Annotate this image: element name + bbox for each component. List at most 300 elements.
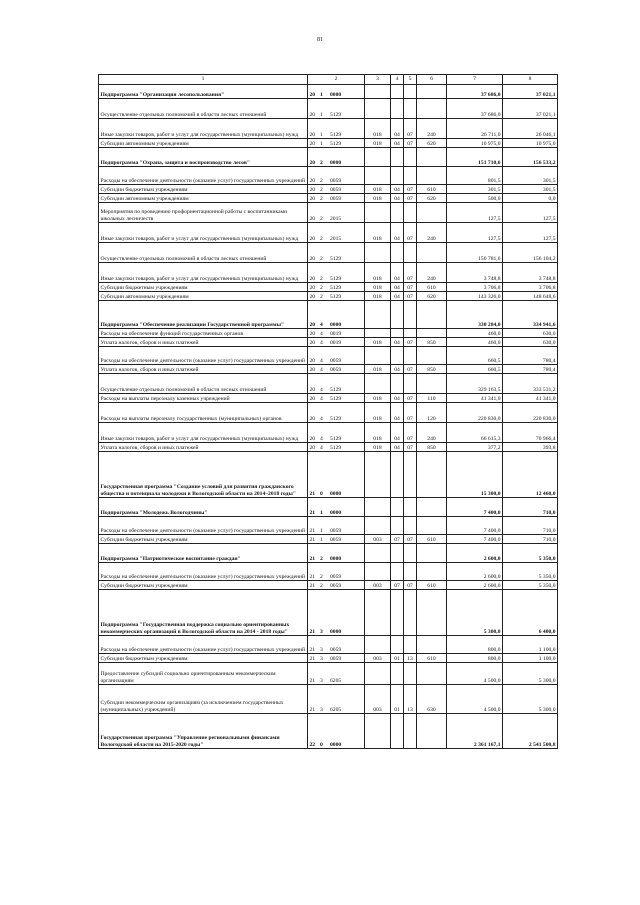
amount-year-1: 150 781,6	[447, 243, 503, 263]
row-name: Государственная программа "Управление региональными финансами Вологодской области на 2015-2020 годы"	[99, 714, 308, 749]
amount-year-1: 7 400,0	[447, 535, 503, 544]
section-code: 04	[391, 223, 404, 243]
header-col-7: 7	[447, 75, 503, 85]
ministry-code: 018	[365, 365, 391, 374]
expense-type-code	[417, 544, 447, 563]
expense-type-code	[417, 636, 447, 654]
header-col-4: 4	[391, 75, 404, 85]
direction-code: 0059	[329, 347, 365, 365]
expense-type-code: 630	[417, 685, 447, 714]
direction-code: 0059	[329, 167, 365, 185]
amount-year-1: 41 341,0	[447, 394, 503, 403]
table-row	[99, 581, 558, 590]
ministry-code: 018	[365, 283, 391, 292]
section-code: 04	[391, 292, 404, 301]
section-code	[391, 544, 404, 563]
ministry-code: 018	[365, 119, 391, 139]
row-name: Осуществление отдельных полномочий в области лесных отношений	[99, 243, 308, 263]
amount-year-2: 5 300,0	[503, 685, 558, 714]
program-code: 20	[308, 119, 319, 139]
section-code: 04	[391, 423, 404, 443]
ministry-code	[365, 452, 391, 498]
subprogram-code: 1	[319, 139, 329, 148]
row-name: Субсидии бюджетным учреждениям	[99, 654, 308, 663]
section-code: 04	[391, 263, 404, 283]
subprogram-code: 1	[319, 517, 329, 535]
expense-type-code	[417, 301, 447, 329]
row-name: Субсидии автономным учреждениям	[99, 292, 308, 301]
amount-year-2: 1 100,0	[503, 636, 558, 654]
program-code: 21	[308, 544, 319, 563]
ministry-code	[365, 329, 391, 338]
subsection-code	[404, 85, 417, 99]
subsection-code	[404, 498, 417, 517]
subsection-code: 07	[404, 223, 417, 243]
section-code	[391, 498, 404, 517]
amount-year-2: 3 748,8	[503, 263, 558, 283]
program-code: 20	[308, 365, 319, 374]
section-code	[391, 563, 404, 581]
direction-code: 0000	[329, 714, 365, 749]
amount-year-2: 127,5	[503, 203, 558, 223]
expense-type-code: 620	[417, 139, 447, 148]
subprogram-code: 3	[319, 663, 329, 685]
amount-year-2: 37 021,1	[503, 99, 558, 119]
subsection-code: 07	[404, 185, 417, 194]
amount-year-2: 5 300,0	[503, 663, 558, 685]
subsection-code: 07	[404, 365, 417, 374]
amount-year-2: 333 531,2	[503, 374, 558, 394]
amount-year-2: 0,0	[503, 194, 558, 203]
subprogram-code: 2	[319, 243, 329, 263]
row-name: Расходы на выплаты персоналу казенных учреждений	[99, 394, 308, 403]
program-code: 21	[308, 663, 319, 685]
direction-code: 0059	[329, 535, 365, 544]
table-header-row	[99, 75, 558, 85]
subprogram-code: 3	[319, 654, 329, 663]
ministry-code	[365, 347, 391, 365]
ministry-code: 018	[365, 338, 391, 347]
row-name: Подпрограмма "Государственная поддержка социально ориентированных некоммерческих организаций в Вологодской области на 2014 - 2018 годы"	[99, 590, 308, 636]
row-name: Субсидии автономным учреждениям	[99, 139, 308, 148]
program-code: 20	[308, 243, 319, 263]
amount-year-2: 1 100,0	[503, 654, 558, 663]
direction-code: 0059	[329, 563, 365, 581]
ministry-code	[365, 167, 391, 185]
section-code	[391, 99, 404, 119]
row-name: Уплата налогов, сборов и иных платежей	[99, 365, 308, 374]
amount-year-1: 377,2	[447, 443, 503, 452]
section-code	[391, 517, 404, 535]
ministry-code	[365, 243, 391, 263]
amount-year-1: 460,0	[447, 329, 503, 338]
ministry-code	[365, 374, 391, 394]
expense-type-code	[417, 452, 447, 498]
amount-year-1: 7 400,0	[447, 517, 503, 535]
subprogram-code: 1	[319, 119, 329, 139]
subprogram-code: 2	[319, 263, 329, 283]
program-code: 20	[308, 223, 319, 243]
table-row	[99, 535, 558, 544]
expense-type-code: 610	[417, 185, 447, 194]
table-row	[99, 423, 558, 443]
subsection-code	[404, 544, 417, 563]
header-col-5: 5	[404, 75, 417, 85]
direction-code: 0000	[329, 498, 365, 517]
subsection-code	[404, 563, 417, 581]
expense-type-code: 610	[417, 283, 447, 292]
row-name: Мероприятия по проведению профориентационной работы с воспитанниками школьных лесничеств	[99, 203, 308, 223]
amount-year-2: 780,4	[503, 347, 558, 365]
program-code: 21	[308, 563, 319, 581]
section-code	[391, 714, 404, 749]
section-code: 04	[391, 338, 404, 347]
direction-code: 0000	[329, 544, 365, 563]
subsection-code: 07	[404, 263, 417, 283]
amount-year-2: 156 533,2	[503, 148, 558, 167]
subsection-code: 07	[404, 581, 417, 590]
table-row	[99, 590, 558, 636]
section-code: 04	[391, 403, 404, 423]
expense-type-code: 620	[417, 194, 447, 203]
row-name: Подпрограмма "Патриотическое воспитание граждан"	[99, 544, 308, 563]
amount-year-1: 2 361 167,1	[447, 714, 503, 749]
subprogram-code: 0	[319, 714, 329, 749]
table-row	[99, 203, 558, 223]
row-name: Расходы на обеспечение деятельности (оказание услуг) государственных учреждений	[99, 517, 308, 535]
expense-type-code	[417, 374, 447, 394]
expense-type-code: 240	[417, 223, 447, 243]
row-name: Субсидии бюджетным учреждениям	[99, 581, 308, 590]
subsection-code	[404, 329, 417, 338]
row-name: Подпрограмма "Охрана, защита и воспроизводство лесов"	[99, 148, 308, 167]
table-row	[99, 685, 558, 714]
amount-year-1: 4 500,0	[447, 685, 503, 714]
table-row	[99, 194, 558, 203]
subprogram-code: 4	[319, 365, 329, 374]
subsection-code	[404, 347, 417, 365]
direction-code: 5129	[329, 403, 365, 423]
subsection-code	[404, 243, 417, 263]
amount-year-1: 143 326,0	[447, 292, 503, 301]
amount-year-1: 3 706,8	[447, 283, 503, 292]
expense-type-code	[417, 148, 447, 167]
program-code: 20	[308, 338, 319, 347]
amount-year-2: 334 941,6	[503, 301, 558, 329]
subsection-code	[404, 374, 417, 394]
amount-year-1: 37 686,0	[447, 99, 503, 119]
subprogram-code: 2	[319, 223, 329, 243]
expense-type-code	[417, 590, 447, 636]
row-name: Осуществление отдельных полномочий в области лесных отношений	[99, 99, 308, 119]
amount-year-2: 710,0	[503, 498, 558, 517]
program-code: 21	[308, 581, 319, 590]
amount-year-2: 41 341,0	[503, 394, 558, 403]
program-code: 20	[308, 194, 319, 203]
section-code: 01	[391, 685, 404, 714]
section-code: 04	[391, 394, 404, 403]
section-code: 04	[391, 119, 404, 139]
table-row	[99, 663, 558, 685]
section-code: 04	[391, 443, 404, 452]
row-name: Расходы на обеспечение деятельности (оказание услуг) государственных учреждений	[99, 347, 308, 365]
direction-code: 5129	[329, 243, 365, 263]
amount-year-1: 3 748,8	[447, 263, 503, 283]
direction-code: 2015	[329, 223, 365, 243]
ministry-code	[365, 148, 391, 167]
amount-year-1: 7 400,0	[447, 498, 503, 517]
subprogram-code: 4	[319, 394, 329, 403]
direction-code: 0059	[329, 194, 365, 203]
row-name: Иные закупки товаров, работ и услуг для государственных (муниципальных) нужд	[99, 223, 308, 243]
row-name: Расходы на выплаты персоналу государственных (муниципальных) органов	[99, 403, 308, 423]
ministry-code: 018	[365, 139, 391, 148]
direction-code: 0000	[329, 85, 365, 99]
direction-code: 0059	[329, 581, 365, 590]
subprogram-code: 2	[319, 581, 329, 590]
amount-year-1: 220 830,0	[447, 403, 503, 423]
expense-type-code	[417, 498, 447, 517]
expense-type-code: 850	[417, 338, 447, 347]
table-row	[99, 338, 558, 347]
direction-code: 0059	[329, 654, 365, 663]
table-row	[99, 394, 558, 403]
table-row	[99, 714, 558, 749]
section-code: 04	[391, 283, 404, 292]
amount-year-1: 330 284,0	[447, 301, 503, 329]
section-code	[391, 347, 404, 365]
table-row	[99, 365, 558, 374]
ministry-code	[365, 99, 391, 119]
header-col-8: 8	[503, 75, 558, 85]
program-code: 21	[308, 535, 319, 544]
table-row	[99, 139, 558, 148]
ministry-code: 003	[365, 581, 391, 590]
amount-year-2: 301,5	[503, 185, 558, 194]
section-code	[391, 590, 404, 636]
table-row	[99, 654, 558, 663]
subsection-code: 13	[404, 685, 417, 714]
row-name: Иные закупки товаров, работ и услуг для государственных (муниципальных) нужд	[99, 119, 308, 139]
program-code: 22	[308, 714, 319, 749]
section-code	[391, 167, 404, 185]
table-row	[99, 544, 558, 563]
subprogram-code: 4	[319, 443, 329, 452]
ministry-code	[365, 85, 391, 99]
subprogram-code: 4	[319, 338, 329, 347]
direction-code: 5129	[329, 423, 365, 443]
program-code: 20	[308, 292, 319, 301]
row-name: Уплата налогов, сборов и иных платежей	[99, 443, 308, 452]
amount-year-1: 66 615,3	[447, 423, 503, 443]
expense-type-code	[417, 329, 447, 338]
subsection-code: 07	[404, 535, 417, 544]
subprogram-code: 1	[319, 498, 329, 517]
table-row	[99, 119, 558, 139]
section-code	[391, 85, 404, 99]
subsection-code: 07	[404, 403, 417, 423]
expense-type-code	[417, 243, 447, 263]
direction-code: 5129	[329, 99, 365, 119]
amount-year-1: 4 500,0	[447, 663, 503, 685]
expense-type-code	[417, 167, 447, 185]
direction-code: 5129	[329, 292, 365, 301]
ministry-code: 003	[365, 685, 391, 714]
amount-year-2: 710,0	[503, 517, 558, 535]
subprogram-code: 2	[319, 563, 329, 581]
expense-type-code	[417, 663, 447, 685]
ministry-code: 018	[365, 394, 391, 403]
subprogram-code: 2	[319, 194, 329, 203]
amount-year-2: 3 706,8	[503, 283, 558, 292]
subprogram-code: 4	[319, 423, 329, 443]
amount-year-2: 220 830,0	[503, 403, 558, 423]
subprogram-code: 3	[319, 685, 329, 714]
row-name: Расходы на обеспечение деятельности (оказание услуг) государственных учреждений	[99, 167, 308, 185]
row-name: Расходы на обеспечение функций государственных органов	[99, 329, 308, 338]
table-row	[99, 148, 558, 167]
direction-code: 0000	[329, 301, 365, 329]
program-code: 20	[308, 203, 319, 223]
direction-code: 5129	[329, 283, 365, 292]
row-name: Субсидии бюджетным учреждениям	[99, 535, 308, 544]
section-code: 07	[391, 581, 404, 590]
amount-year-1: 10 975,0	[447, 139, 503, 148]
amount-year-2: 156 104,2	[503, 243, 558, 263]
expense-type-code: 120	[417, 403, 447, 423]
amount-year-1: 2 600,0	[447, 563, 503, 581]
program-code: 20	[308, 283, 319, 292]
amount-year-1: 660,5	[447, 365, 503, 374]
amount-year-2: 710,0	[503, 535, 558, 544]
subprogram-code: 2	[319, 283, 329, 292]
ministry-code	[365, 663, 391, 685]
expense-type-code: 850	[417, 365, 447, 374]
expense-type-code: 240	[417, 423, 447, 443]
ministry-code: 003	[365, 654, 391, 663]
row-name: Предоставление субсидий социально ориентированным некоммерческим организациям	[99, 663, 308, 685]
amount-year-1: 660,5	[447, 347, 503, 365]
program-code: 20	[308, 148, 319, 167]
row-name: Подпрограмма "Молодежь Вологодчины"	[99, 498, 308, 517]
amount-year-1: 151 710,6	[447, 148, 503, 167]
section-code: 04	[391, 139, 404, 148]
subsection-code: 07	[404, 394, 417, 403]
section-code	[391, 663, 404, 685]
subsection-code	[404, 452, 417, 498]
amount-year-2: 148 648,6	[503, 292, 558, 301]
program-code: 20	[308, 394, 319, 403]
expense-type-code: 110	[417, 394, 447, 403]
program-code: 20	[308, 301, 319, 329]
direction-code: 5129	[329, 139, 365, 148]
subsection-code	[404, 148, 417, 167]
direction-code: 0000	[329, 590, 365, 636]
ministry-code	[365, 517, 391, 535]
table-row	[99, 329, 558, 338]
direction-code: 0059	[329, 517, 365, 535]
expense-type-code: 850	[417, 443, 447, 452]
subsection-code: 07	[404, 283, 417, 292]
amount-year-1: 800,0	[447, 636, 503, 654]
row-name: Субсидии некоммерческим организациям (за исключением государственных (муниципальных) учреждений)	[99, 685, 308, 714]
direction-code: 0059	[329, 185, 365, 194]
table-row	[99, 636, 558, 654]
amount-year-2: 5 350,0	[503, 544, 558, 563]
program-code: 21	[308, 498, 319, 517]
table-row	[99, 563, 558, 581]
expense-type-code: 610	[417, 654, 447, 663]
amount-year-1: 460,0	[447, 338, 503, 347]
program-code: 20	[308, 185, 319, 194]
subprogram-code: 4	[319, 374, 329, 394]
amount-year-1: 127,5	[447, 223, 503, 243]
direction-code: 0019	[329, 329, 365, 338]
subprogram-code: 1	[319, 85, 329, 99]
budget-table	[98, 74, 558, 749]
subsection-code	[404, 203, 417, 223]
section-code	[391, 329, 404, 338]
row-name: Расходы на обеспечение деятельности (оказание услуг) государственных учреждений	[99, 636, 308, 654]
program-code: 20	[308, 99, 319, 119]
expense-type-code	[417, 347, 447, 365]
table-row	[99, 347, 558, 365]
ministry-code: 018	[365, 403, 391, 423]
ministry-code	[365, 544, 391, 563]
program-code: 21	[308, 685, 319, 714]
row-name: Субсидии бюджетным учреждениям	[99, 185, 308, 194]
program-code: 20	[308, 443, 319, 452]
expense-type-code	[417, 203, 447, 223]
subprogram-code: 4	[319, 301, 329, 329]
table-row	[99, 443, 558, 452]
program-code: 20	[308, 329, 319, 338]
row-name: Иные закупки товаров, работ и услуг для государственных (муниципальных) нужд	[99, 423, 308, 443]
program-code: 20	[308, 167, 319, 185]
expense-type-code	[417, 85, 447, 99]
amount-year-2: 301,5	[503, 167, 558, 185]
amount-year-1: 5 300,0	[447, 590, 503, 636]
amount-year-2: 630,0	[503, 329, 558, 338]
ministry-code: 018	[365, 185, 391, 194]
subprogram-code: 3	[319, 590, 329, 636]
ministry-code: 018	[365, 423, 391, 443]
amount-year-2: 2 541 500,8	[503, 714, 558, 749]
row-name: Подпрограмма "Обеспечение реализации Государственной программы"	[99, 301, 308, 329]
amount-year-1: 800,0	[447, 654, 503, 663]
expense-type-code	[417, 99, 447, 119]
section-code: 07	[391, 535, 404, 544]
subsection-code	[404, 99, 417, 119]
amount-year-2: 127,5	[503, 223, 558, 243]
program-code: 20	[308, 423, 319, 443]
ministry-code	[365, 714, 391, 749]
subsection-code	[404, 517, 417, 535]
subsection-code: 07	[404, 338, 417, 347]
amount-year-2: 10 975,0	[503, 139, 558, 148]
section-code	[391, 243, 404, 263]
expense-type-code: 240	[417, 119, 447, 139]
program-code: 20	[308, 347, 319, 365]
amount-year-1: 15 300,0	[447, 452, 503, 498]
table-row	[99, 185, 558, 194]
ministry-code: 018	[365, 223, 391, 243]
direction-code: 5129	[329, 374, 365, 394]
subsection-code	[404, 167, 417, 185]
amount-year-1: 329 163,5	[447, 374, 503, 394]
amount-year-2: 26 046,1	[503, 119, 558, 139]
subprogram-code: 4	[319, 347, 329, 365]
